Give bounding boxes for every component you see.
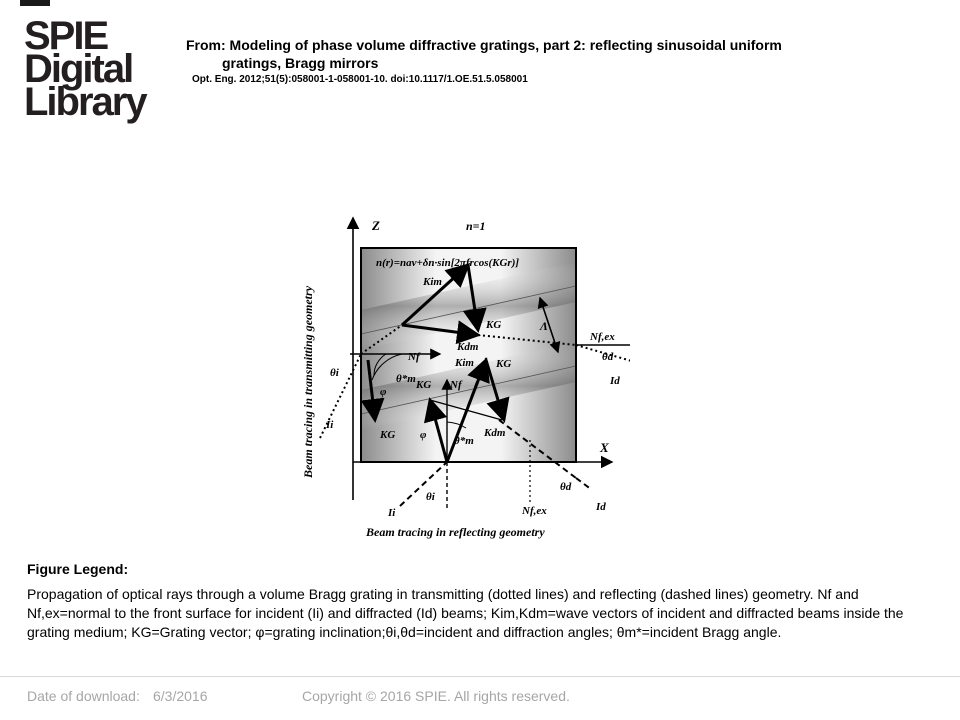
top-accent-bar bbox=[20, 0, 50, 6]
figure-legend-text: Propagation of optical rays through a volume Bragg grating in transmitting (dotted lines) and reflecting (dashed lines) geometry. Nf and Nf,ex=normal to the front surface for incident (Ii) and diffracted (Id) beams; Kim,Kdm=wave vectors of incident and diffracted beams inside the grating medium; KG=Grating vector; φ=grating inclination;θi,θd=incident and diffraction angles; θm*=incident Bragg angle. bbox=[27, 586, 904, 640]
label-theta-i-left: θi bbox=[330, 367, 339, 379]
label-nf-inner: Nf bbox=[450, 379, 462, 391]
caption-transmitting: Beam tracing in transmitting geometry bbox=[301, 285, 315, 478]
label-phi-left: φ bbox=[380, 386, 387, 398]
title-line-2: gratings, Bragg mirrors bbox=[222, 55, 379, 71]
spie-digital-library-logo[interactable] bbox=[24, 14, 154, 124]
citation: Opt. Eng. 2012;51(5):058001-1-058001-10. doi:10.1117/1.OE.51.5.058001 bbox=[192, 74, 528, 85]
caption-reflecting: Beam tracing in reflecting geometry bbox=[366, 525, 545, 539]
diffracted-ray-reflect bbox=[576, 478, 592, 490]
label-kim-top: Kim bbox=[423, 276, 442, 288]
label-theta-m-left: θ*m bbox=[396, 373, 416, 385]
incident-ray-reflect bbox=[400, 462, 447, 506]
logo-line-1: SPIE bbox=[24, 14, 108, 58]
label-kg-mid: KG bbox=[486, 319, 502, 331]
label-kg-right: KG bbox=[496, 358, 512, 370]
label-nf-ex-right: Nf,ex bbox=[590, 331, 615, 343]
download-date-label: Date of download: bbox=[27, 688, 140, 704]
label-n: n=1 bbox=[466, 219, 486, 233]
logo-line-3: Library bbox=[24, 80, 146, 124]
figure-diagram bbox=[290, 210, 630, 545]
title-line-1: From: Modeling of phase volume diffractive gratings, part 2: reflecting sinusoidal uniform bbox=[186, 37, 782, 53]
label-kdm-mid: Kdm bbox=[457, 341, 479, 353]
label-theta-i-bottom: θi bbox=[426, 491, 435, 503]
label-kg-inner: KG bbox=[416, 379, 432, 391]
label-lambda: Λ bbox=[540, 319, 549, 333]
logo-line-2: Digital bbox=[24, 47, 133, 91]
label-theta-d-bottom: θd bbox=[560, 481, 572, 493]
figure-legend-heading: Figure Legend: bbox=[27, 561, 129, 577]
article-title[interactable] bbox=[186, 36, 886, 72]
download-date: 6/3/2016 bbox=[153, 688, 208, 704]
label-id-right: Id bbox=[610, 375, 620, 387]
label-theta-d-right: θd bbox=[602, 351, 614, 363]
label-phi-inner: φ bbox=[420, 429, 427, 441]
copyright-notice: Copyright © 2016 SPIE. All rights reserved. bbox=[302, 688, 570, 704]
label-nf-left: Nf bbox=[408, 351, 420, 363]
label-id-bottom: Id bbox=[596, 501, 606, 513]
footer-divider bbox=[0, 676, 960, 677]
label-theta-m-inner: θ*m bbox=[454, 435, 474, 447]
label-ii-left: Ii bbox=[326, 419, 334, 431]
label-x: X bbox=[600, 440, 609, 455]
label-nf-ex-bottom: Nf,ex bbox=[522, 505, 547, 517]
label-z: Z bbox=[372, 218, 380, 233]
label-kim-mid: Kim bbox=[455, 357, 474, 369]
label-index-profile: n(r)=nav+δn·sin[2πfrcos(KGr)] bbox=[376, 257, 520, 269]
label-kdm-inner: Kdm bbox=[484, 427, 506, 439]
label-kg-left: KG bbox=[380, 429, 396, 441]
label-ii-bottom: Ii bbox=[388, 507, 396, 519]
